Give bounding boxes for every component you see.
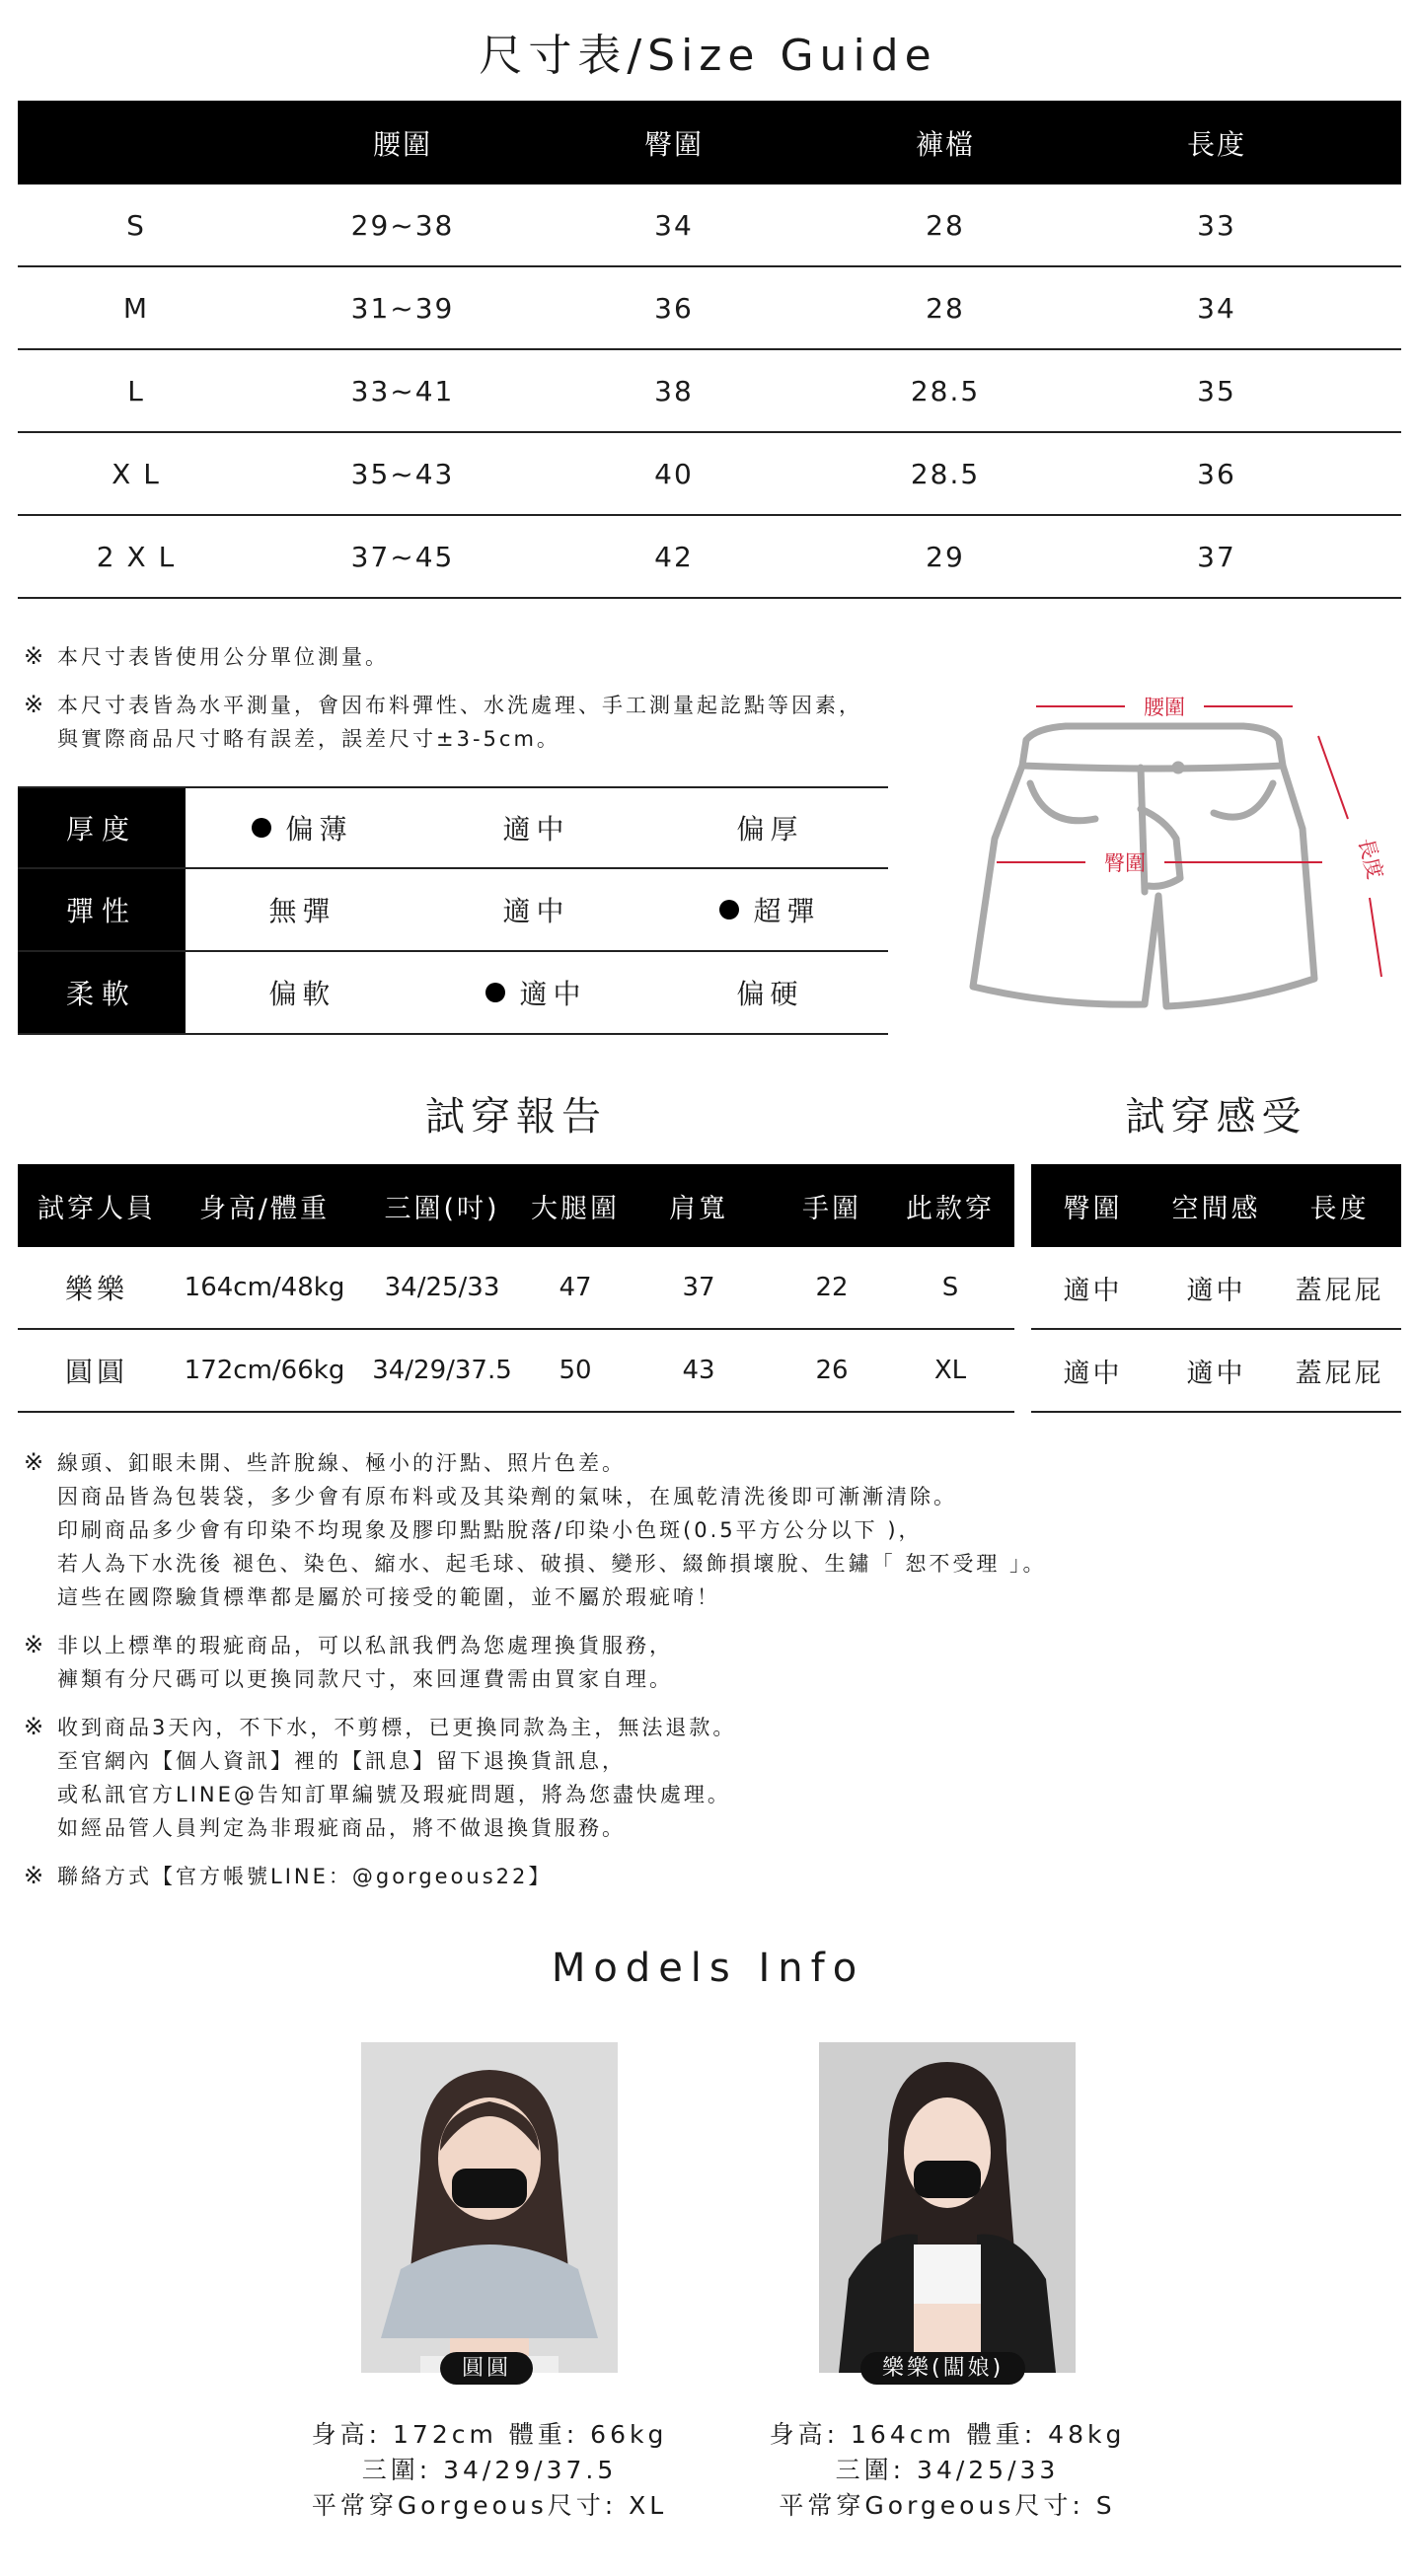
size-cell: 28.5: [910, 457, 981, 490]
size-cell: 29~38: [350, 208, 455, 242]
note-text: 聯絡方式【官方帳號LINE：@gorgeous22】: [57, 1865, 553, 1888]
feel-header-cell: 臀圍: [1063, 1193, 1123, 1224]
note-text: 或私訊官方LINE@告知訂單編號及瑕疵問題，將為您盡快處理。: [57, 1783, 731, 1806]
fabric-option: 偏薄: [186, 808, 419, 847]
report-cell: XL: [933, 1356, 967, 1385]
diagram-length-label: 長度: [1353, 835, 1387, 882]
report-header: [18, 1164, 1014, 1247]
table-row: [18, 267, 1401, 350]
model-photo: [361, 2042, 618, 2373]
report-heading: 試穿報告: [425, 1094, 607, 1140]
size-cell: 42: [654, 540, 694, 573]
fabric-option: 偏厚: [736, 813, 804, 846]
fabric-label: 彈性: [18, 869, 186, 950]
report-cell: 樂樂: [64, 1273, 128, 1305]
note-text: 因商品皆為包裝袋，多少會有原布料或及其染劑的氣味，在風乾清洗後即可漸漸清除。: [57, 1485, 957, 1509]
report-header-cell: 試穿人員: [37, 1193, 156, 1224]
size-cell: 36: [654, 291, 694, 325]
report-header-cell: 大腿圍: [531, 1193, 620, 1224]
note-text: 若人為下水洗後 褪色、染色、縮水、起毛球、破損、變形、綴飾損壞脫、生鏽「 恕不受理 」。: [57, 1552, 1047, 1576]
fabric-row-softness: [18, 952, 888, 1035]
size-cell: X L: [112, 457, 161, 490]
report-cell: 47: [559, 1273, 592, 1302]
report-cell: 圓圓: [64, 1356, 128, 1388]
size-table-header: [18, 101, 1401, 184]
model-info-line: 平常穿Gorgeous尺寸: S: [779, 2491, 1116, 2520]
feel-cell: 蓋屁屁: [1295, 1275, 1384, 1306]
model-info-line: 身高: 172cm 體重: 66kg: [311, 2420, 668, 2449]
report-cell: 50: [559, 1356, 592, 1385]
report-cell: 34/29/37.5: [372, 1356, 512, 1385]
report-cell: S: [941, 1273, 959, 1302]
report-cell: 22: [815, 1273, 849, 1302]
model-info: [253, 2417, 726, 2524]
size-cell: S: [126, 208, 146, 242]
reference-mark-icon: ※: [24, 642, 47, 670]
diagram-hip-label: 臀圍: [1104, 851, 1146, 875]
size-cell: 2 X L: [96, 540, 177, 573]
selected-dot-icon: [252, 818, 271, 838]
report-cell: 164cm/48kg: [184, 1273, 345, 1302]
note-text: 印刷商品多少會有印染不均現象及膠印點點脫落/印染小色斑(0.5平方公分以下 )，: [57, 1518, 923, 1542]
feel-cell: 適中: [1186, 1275, 1246, 1306]
size-cell: 35~43: [350, 457, 455, 490]
note-text: 褲類有分尺碼可以更換同款尺寸，來回運費需由買家自理。: [57, 1667, 673, 1691]
size-header-cell: 臀圍: [643, 127, 704, 161]
report-header-cell: 身高/體重: [198, 1193, 331, 1224]
model-photo: [819, 2042, 1076, 2373]
note-text: 至官網內【個人資訊】裡的【訊息】留下退換貨訊息，: [57, 1749, 626, 1773]
note-text: 與實際商品尺寸略有誤差，誤差尺寸±3-5cm。: [57, 727, 560, 751]
size-cell: 37: [1197, 540, 1236, 573]
reference-mark-icon: ※: [24, 1862, 47, 1889]
feel-header-cell: 空間感: [1171, 1193, 1261, 1224]
table-row: [18, 1330, 1014, 1413]
reference-mark-icon: ※: [24, 691, 47, 718]
size-cell: L: [127, 374, 145, 407]
models-heading: Models Info: [551, 1946, 865, 1991]
note-text: 線頭、釦眼未開、些許脫線、極小的汙點、照片色差。: [57, 1451, 626, 1475]
feel-cell: 適中: [1063, 1358, 1123, 1389]
size-cell: 33~41: [350, 374, 455, 407]
report-header-cell: 肩寬: [669, 1193, 728, 1224]
policy-notes: [24, 1445, 1385, 1893]
feel-cell: 適中: [1063, 1275, 1123, 1306]
size-header-cell: 長度: [1186, 127, 1246, 161]
size-cell: 31~39: [350, 291, 455, 325]
model-info-line: 平常穿Gorgeous尺寸: XL: [311, 2491, 668, 2520]
model-info: [710, 2417, 1184, 2524]
try-on-feel-table: [1031, 1164, 1401, 1413]
fabric-option: 偏硬: [736, 978, 804, 1010]
page-title: 尺寸表/Size Guide: [479, 31, 937, 81]
fabric-option: 適中: [502, 813, 570, 846]
size-cell: 29: [926, 540, 965, 573]
fabric-option: 超彈: [653, 890, 887, 929]
note-text: 本尺寸表皆為水平測量，會因布料彈性、水洗處理、手工測量起訖點等因素，: [57, 694, 862, 717]
selected-dot-icon: [719, 900, 739, 920]
size-cell: 34: [1197, 291, 1236, 325]
table-row: [18, 1247, 1014, 1330]
feel-cell: 蓋屁屁: [1295, 1358, 1384, 1389]
try-on-report-table: [18, 1164, 1014, 1413]
size-cell: 40: [654, 457, 694, 490]
fabric-row-thickness: [18, 786, 888, 869]
diagram-waist-label: 腰圍: [1144, 696, 1185, 719]
reference-mark-icon: ※: [24, 1448, 47, 1476]
report-cell: 34/25/33: [384, 1273, 500, 1302]
feel-header-cell: 長度: [1309, 1193, 1370, 1224]
size-header-cell: 腰圍: [372, 127, 432, 161]
model-name-badge: 樂樂(闆娘): [860, 2352, 1025, 2385]
note-text: 非以上標準的瑕疵商品，可以私訊我們為您處理換貨服務，: [57, 1634, 673, 1657]
model-info-line: 三圍: 34/25/33: [835, 2456, 1060, 2484]
table-row: [18, 350, 1401, 433]
fabric-option: 無彈: [268, 895, 336, 927]
model-name-badge: 圓圓: [440, 2352, 533, 2385]
table-row: [18, 433, 1401, 516]
size-cell: 38: [654, 374, 694, 407]
reference-mark-icon: ※: [24, 1713, 47, 1740]
measurement-notes: [24, 639, 1010, 756]
fabric-label: 厚度: [18, 788, 186, 867]
size-cell: 28.5: [910, 374, 981, 407]
note-text: 本尺寸表皆使用公分單位測量。: [57, 645, 389, 669]
model-info-line: 身高: 164cm 體重: 48kg: [769, 2420, 1126, 2449]
shorts-measurement-diagram: [947, 681, 1401, 1036]
report-cell: 43: [682, 1356, 715, 1385]
reference-mark-icon: ※: [24, 1631, 47, 1658]
note-text: 如經品管人員判定為非瑕疵商品，將不做退換貨服務。: [57, 1816, 626, 1840]
size-cell: 35: [1197, 374, 1236, 407]
report-cell: 172cm/66kg: [184, 1356, 345, 1385]
feel-header: [1031, 1164, 1401, 1247]
note-text: 這些在國際驗貨標準都是屬於可接受的範圍，並不屬於瑕疵唷！: [57, 1585, 720, 1609]
report-header-cell: 此款穿: [906, 1193, 995, 1224]
table-row: [1031, 1330, 1401, 1413]
table-row: [1031, 1247, 1401, 1330]
size-cell: 28: [926, 291, 965, 325]
report-header-cell: 三圍(吋): [384, 1193, 500, 1224]
size-cell: 34: [654, 208, 694, 242]
table-row: [18, 516, 1401, 599]
size-cell: 36: [1197, 457, 1236, 490]
report-cell: 26: [815, 1356, 849, 1385]
fabric-properties-table: [18, 786, 888, 1035]
feel-cell: 適中: [1186, 1358, 1246, 1389]
fabric-option: 適中: [419, 973, 653, 1012]
size-cell: 33: [1197, 208, 1236, 242]
size-header-cell: 褲檔: [915, 127, 975, 161]
fabric-row-elasticity: [18, 869, 888, 952]
size-table: [18, 101, 1401, 599]
size-cell: M: [122, 291, 150, 325]
fabric-option: 適中: [502, 895, 570, 927]
selected-dot-icon: [485, 983, 505, 1002]
fabric-option: 偏軟: [268, 978, 336, 1010]
model-info-line: 三圍: 34/29/37.5: [361, 2456, 618, 2484]
table-row: [18, 184, 1401, 267]
feel-heading: 試穿感受: [1125, 1094, 1307, 1140]
fabric-label: 柔軟: [18, 952, 186, 1033]
size-cell: 28: [926, 208, 965, 242]
report-cell: 37: [682, 1273, 715, 1302]
report-header-cell: 手圍: [802, 1193, 861, 1224]
size-cell: 37~45: [350, 540, 455, 573]
note-text: 收到商品3天內，不下水，不剪標，已更換同款為主，無法退款。: [57, 1716, 737, 1739]
